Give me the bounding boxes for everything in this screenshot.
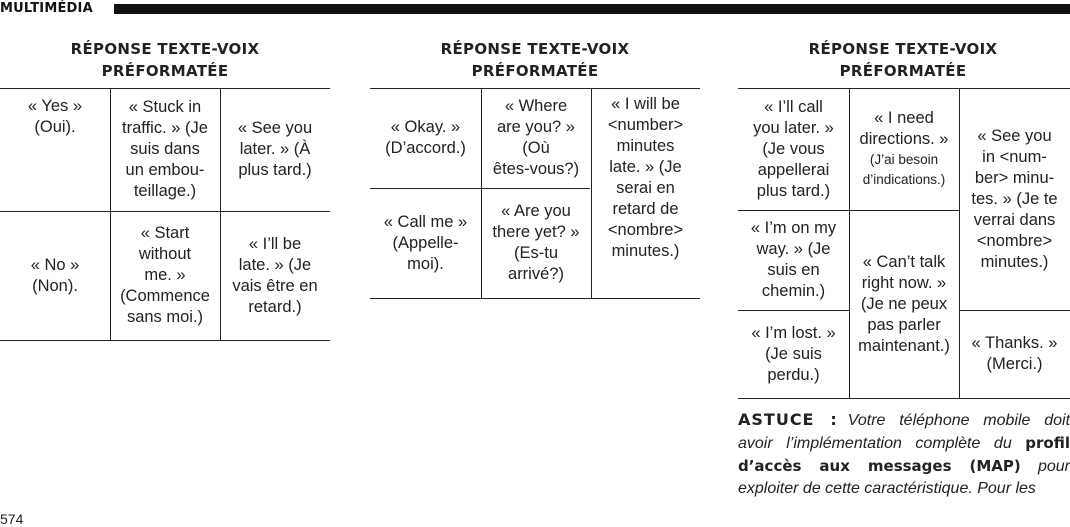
tip-text-continued: pour exploiter de cette caractéristique. Pour les (738, 458, 1070, 497)
table-cell: « Can’t talk right now. » (Je ne peux pas parler maintenant.) (858, 252, 950, 355)
cell-text: « I need directions. » (859, 109, 949, 148)
table-cell (849, 88, 959, 210)
table-cell: « No » (Non). (30, 255, 80, 295)
tip-label: ASTUCE : (738, 410, 838, 429)
table-cell: « Okay. » (D’accord.) (385, 118, 466, 157)
section-title: MULTIMÉDIA (0, 1, 93, 16)
table-cell: « Are you there yet? » (Es-tu arrivé?) (492, 202, 580, 283)
table-rule (738, 398, 1070, 399)
table-cell: « Yes » (Oui). (27, 97, 83, 136)
table-cell: « I’ll be late. » (Je vais être en retard.) (232, 234, 318, 316)
table-cell: « Where are you? » (Où êtes-vous?) (492, 97, 580, 178)
table-cell: « Thanks. » (Merci.) (971, 334, 1058, 373)
table-cell: « I will be <number> minutes late. » (Je serai en retard de <nombre> minutes.) (607, 95, 684, 260)
table-cell: « I’m lost. » (Je suis perdu.) (751, 323, 836, 384)
tip-bold-term: profil d’accès aux messages (MAP) (738, 434, 1070, 475)
cell-translation: (J’ai besoin d’indications.) (862, 152, 946, 187)
table-cell: « See you in <num- ber> minu- tes. » (Je te verrai dans <nombre> minutes.) (971, 126, 1058, 271)
tip-text: Votre téléphone mobile doit avoir l’implémentation complète du (738, 412, 1070, 452)
table-rule (370, 298, 700, 299)
table-heading: RÉPONSE TEXTE-VOIX PRÉFORMATÉE (70, 40, 260, 80)
table-cell: « Stuck in traffic. » (Je suis dans un embou- teillage.) (122, 98, 208, 200)
page-number: 574 (0, 511, 24, 527)
table-cell: « See you later. » (À plus tard.) (237, 119, 313, 179)
table-heading: RÉPONSE TEXTE-VOIX PRÉFORMATÉE (440, 40, 630, 80)
table-rule (0, 340, 330, 341)
header-rule (114, 4, 1070, 14)
table-cell: « I’m on my way. » (Je suis en chemin.) (750, 219, 837, 300)
section-header (0, 0, 1070, 18)
table-cell: « Start without me. » (Commence sans moi.) (120, 224, 210, 326)
table-cell: « Call me » (Appelle- moi). (383, 212, 468, 273)
table-cell: « I’ll call you later. » (Je vous appellerai plus tard.) (753, 97, 834, 200)
tip-paragraph (738, 409, 1070, 500)
table-heading: RÉPONSE TEXTE-VOIX PRÉFORMATÉE (808, 40, 998, 80)
